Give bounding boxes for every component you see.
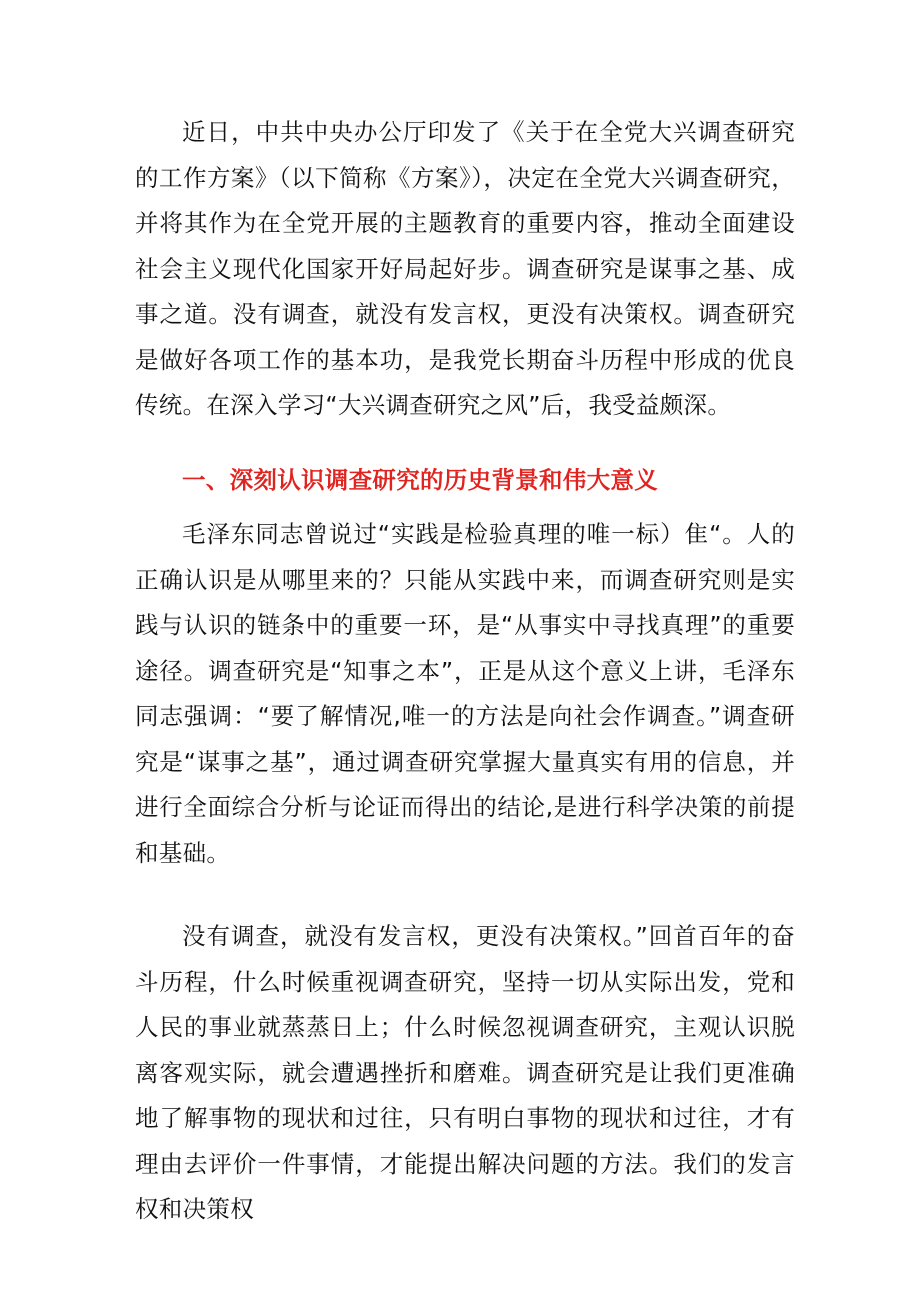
- intro-paragraph: 近日，中共中央办公厅印发了《关于在全党大兴调查研究的工作方案》（以下简称《方案》），决定在全党大兴调查研究，并将其作为在全党开展的主题教育的重要内容，推动全面建设社会主义现代化国家开好局起好步。调查研究是谋事之基、成事之道。没有调查，就没有发言权，更没有决策权。调查研究是做好各项工作的基本功，是我党长期奋斗历程中形成的优良传统。在深入学习“大兴调查研究之风”后，我受益颇深。: [135, 118, 795, 419]
- body-paragraph-history: 没有调查，就没有发言权，更没有决策权。”回首百年的奋斗历程，什么时候重视调查研究，坚持一切从实际出发，党和人民的事业就蒸蒸日上；什么时候忽视调查研究，主观认识脱离客观实际，就会遭遇挫折和磨难。调查研究是让我们更准确地了解事物的现状和过往，只有明白事物的现状和过往，才有理由去评价一件事情，才能提出解决问题的方法。我们的发言权和决策权: [135, 922, 795, 1223]
- body-paragraph-mao-quote: 毛泽东同志曾说过“实践是检验真理的唯一标）隹“。人的正确认识是从哪里来的？只能从实践中来，而调查研究则是实践与认识的链条中的重要一环，是“从事实中寻找真理”的重要途径。调查研究是“知事之本”，正是从这个意义上讲，毛泽东同志强调：“要了解情况,唯一的方法是向社会作调查。”调查研究是“谋事之基”，通过调查研究掌握大量真实有用的信息，并进行全面综合分析与论证而得出的结论,是进行科学决策的前提和基础。: [135, 520, 795, 867]
- section-heading: 一、深刻认识调查研究的历史背景和伟大意义: [182, 466, 658, 494]
